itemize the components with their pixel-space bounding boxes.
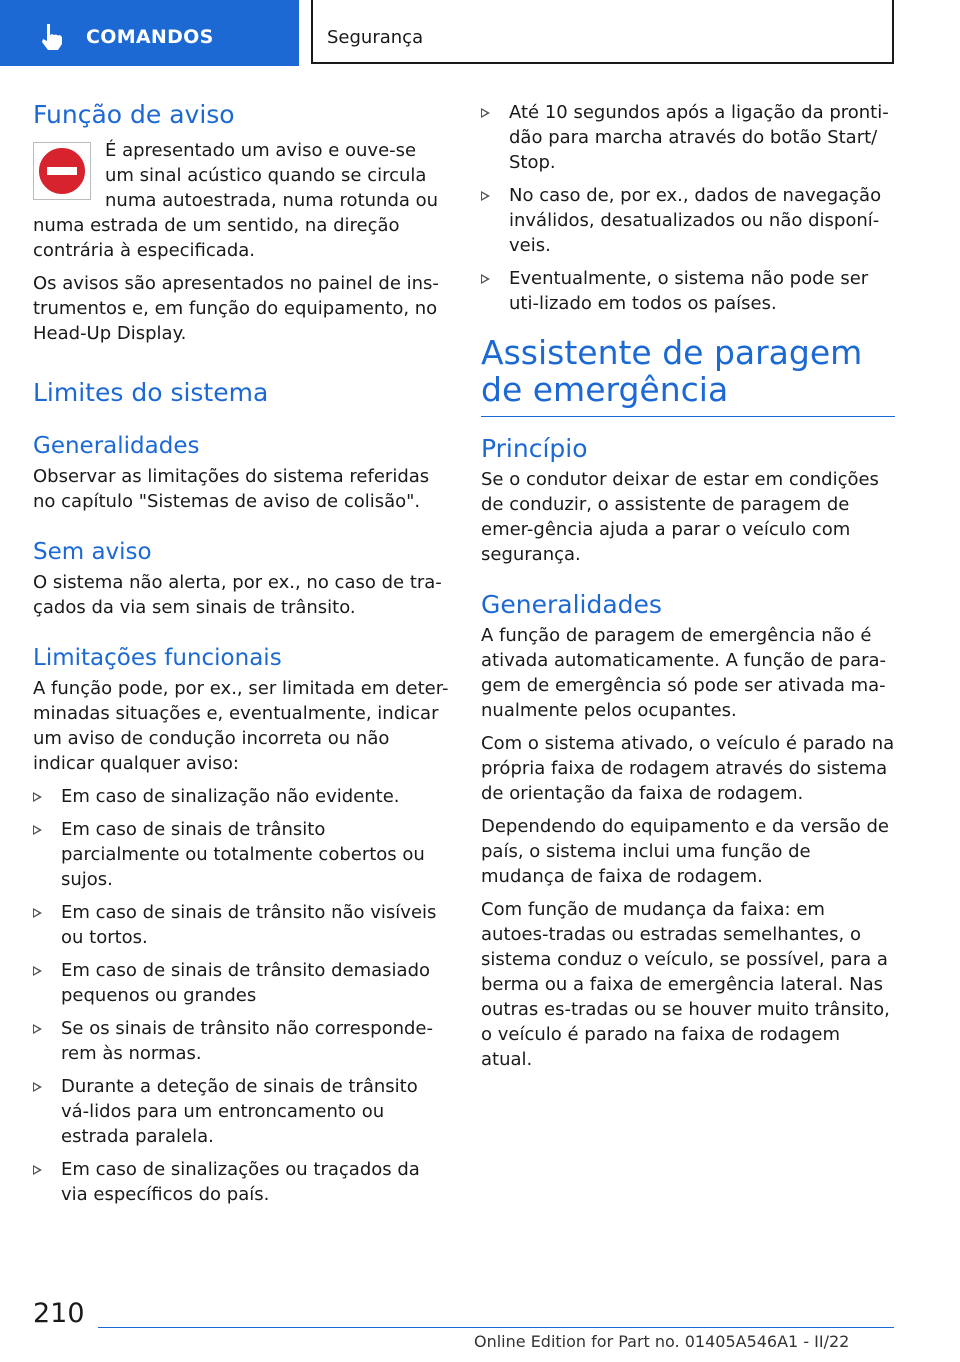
list-item: Durante a deteção de sinais de trânsito vá-lidos para um entroncamento ou estrada paralela. — [33, 1074, 449, 1149]
triangle-bullet-icon — [33, 792, 42, 802]
list-item: Até 10 segundos após a ligação da pronti-dão para marcha através do botão Start/ Stop. — [481, 100, 895, 175]
principle-text: Se o condutor deixar de estar em condições de conduzir, o assistente de paragem de emer-gência ajuda a parar o veículo com segurança. — [481, 469, 879, 565]
general-text-1: A função de paragem de emergência não é ativada automaticamente. A função de para-gem de emergência só pode ser ativada ma-nualmente pelos ocupantes. — [481, 625, 887, 721]
general-text-3: Dependendo do equipamento e da versão de país, o sistema inclui uma função de mudança de faixa de rodagem. — [481, 816, 889, 887]
triangle-bullet-icon — [33, 966, 42, 976]
functional-limits-text: A função pode, por ex., ser limitada em deter-minadas situações e, eventualmente, indicar um aviso de condução incorreta ou não indicar qualquer aviso: — [33, 678, 449, 774]
no-entry-sign-icon — [33, 142, 91, 200]
heading-principle: Princípio — [481, 434, 588, 463]
list-item: No caso de, por ex., dados de navegação inválidos, desatualizados ou não disponí-veis. — [481, 183, 895, 258]
right-column — [481, 100, 895, 1080]
warning-display-text: Os avisos são apresentados no painel de ins-trumentos e, em função do equipamento, no Head-Up Display. — [33, 273, 439, 344]
no-warning-text: O sistema não alerta, por ex., no caso de tra-çados da via sem sinais de trânsito. — [33, 572, 442, 618]
triangle-bullet-icon — [481, 191, 490, 201]
warning-paragraph-block — [33, 138, 449, 263]
left-column — [33, 96, 449, 1215]
chapter-tab-label: COMANDOS — [86, 26, 214, 48]
list-item: Em caso de sinais de trânsito não visíveis ou tortos. — [33, 900, 449, 950]
general-text-2: Com o sistema ativado, o veículo é parado na própria faixa de rodagem através do sistema de orientação da faixa de rodagem. — [481, 733, 895, 804]
heading-warning-function: Função de aviso — [33, 100, 235, 129]
heading-system-limits: Limites do sistema — [33, 378, 269, 407]
triangle-bullet-icon — [33, 825, 42, 835]
continued-limits-list — [481, 100, 895, 316]
page-number: 210 — [33, 1298, 85, 1329]
heading-general-right: Generalidades — [481, 590, 662, 619]
general-text-4: Com função de mudança da faixa: em autoes-tradas ou estradas semelhantes, o sistema conduz o veículo, se possível, para a berma ou a faixa de emergência lateral. Nas outras es-tradas ou se houver muito trânsito, o veículo é parado na faixa de rodagem atual. — [481, 899, 890, 1070]
list-item: Em caso de sinais de trânsito parcialmente ou totalmente cobertos ou sujos. — [33, 817, 449, 892]
triangle-bullet-icon — [33, 1165, 42, 1175]
warning-text: É apresentado um aviso e ouve-se um sinal acústico quando se circula numa autoestrada, numa rotunda ou numa estrada de um sentido, na direção contrária à especificada. — [33, 140, 439, 261]
heading-emergency-stop-assistant: Assistente de paragem de emergência — [481, 333, 863, 409]
heading-general: Generalidades — [33, 433, 200, 459]
heading-rule — [481, 416, 895, 417]
heading-functional-limits: Limitações funcionais — [33, 645, 282, 671]
pointing-hand-icon — [38, 22, 68, 52]
triangle-bullet-icon — [33, 908, 42, 918]
triangle-bullet-icon — [481, 108, 490, 118]
footer-rule — [98, 1327, 894, 1328]
section-title: Segurança — [327, 27, 424, 48]
list-item: Em caso de sinalizações ou traçados da via específicos do país. — [33, 1157, 449, 1207]
section-header — [311, 0, 894, 64]
list-item: Em caso de sinalização não evidente. — [33, 784, 449, 809]
chapter-tab — [0, 0, 299, 66]
list-item: Em caso de sinais de trânsito demasiado pequenos ou grandes — [33, 958, 449, 1008]
triangle-bullet-icon — [33, 1082, 42, 1092]
triangle-bullet-icon — [33, 1024, 42, 1034]
heading-no-warning: Sem aviso — [33, 539, 152, 565]
limits-list — [33, 784, 449, 1207]
general-text: Observar as limitações do sistema referidas no capítulo "Sistemas de aviso de colisão". — [33, 466, 430, 512]
triangle-bullet-icon — [481, 274, 490, 284]
list-item: Eventualmente, o sistema não pode ser uti-lizado em todos os países. — [481, 266, 895, 316]
page-header — [0, 0, 960, 66]
list-item: Se os sinais de trânsito não corresponde-rem às normas. — [33, 1016, 449, 1066]
edition-note: Online Edition for Part no. 01405A546A1 - II/22 — [474, 1332, 850, 1351]
